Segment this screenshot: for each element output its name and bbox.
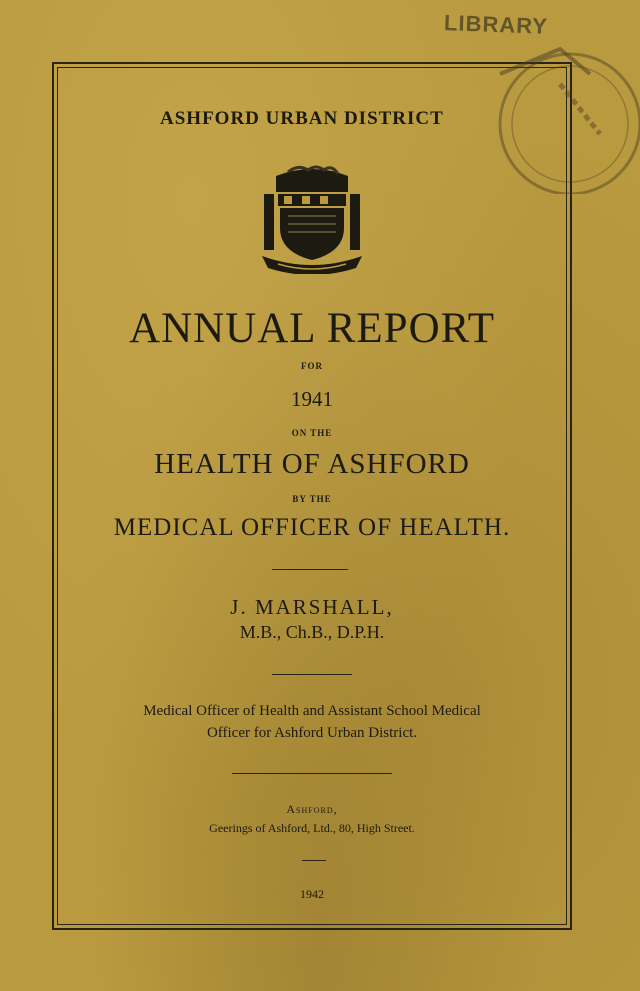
divider-1 (272, 569, 348, 570)
coat-of-arms (258, 164, 366, 274)
for-label: FOR (301, 361, 323, 371)
district-name: ASHFORD URBAN DISTRICT (160, 108, 444, 129)
publication-year: 1942 (300, 887, 324, 901)
divider-4 (302, 860, 326, 861)
report-year: 1941 (291, 387, 333, 411)
author-name: J. MARSHALL, (230, 595, 394, 619)
by-the-label: BY THE (292, 494, 332, 504)
description-line-1: Medical Officer of Health and Assistant School Medical (143, 703, 481, 719)
library-stamp (440, 14, 640, 194)
report-title: ANNUAL REPORT (129, 305, 495, 352)
publication-place: Ashford, (286, 802, 338, 816)
author-role: MEDICAL OFFICER OF HEALTH. (113, 514, 511, 541)
library-stamp-text: LIBRARY (443, 10, 549, 39)
printer-line: Geerings of Ashford, Ltd., 80, High Street. (209, 821, 415, 835)
report-subject: HEALTH OF ASHFORD (154, 448, 470, 480)
on-the-label: ON THE (291, 428, 333, 438)
author-degrees: M.B., Ch.B., D.P.H. (239, 622, 385, 642)
description-line-2: Officer for Ashford Urban District. (206, 725, 418, 741)
divider-2 (272, 674, 352, 675)
divider-3 (232, 773, 392, 774)
